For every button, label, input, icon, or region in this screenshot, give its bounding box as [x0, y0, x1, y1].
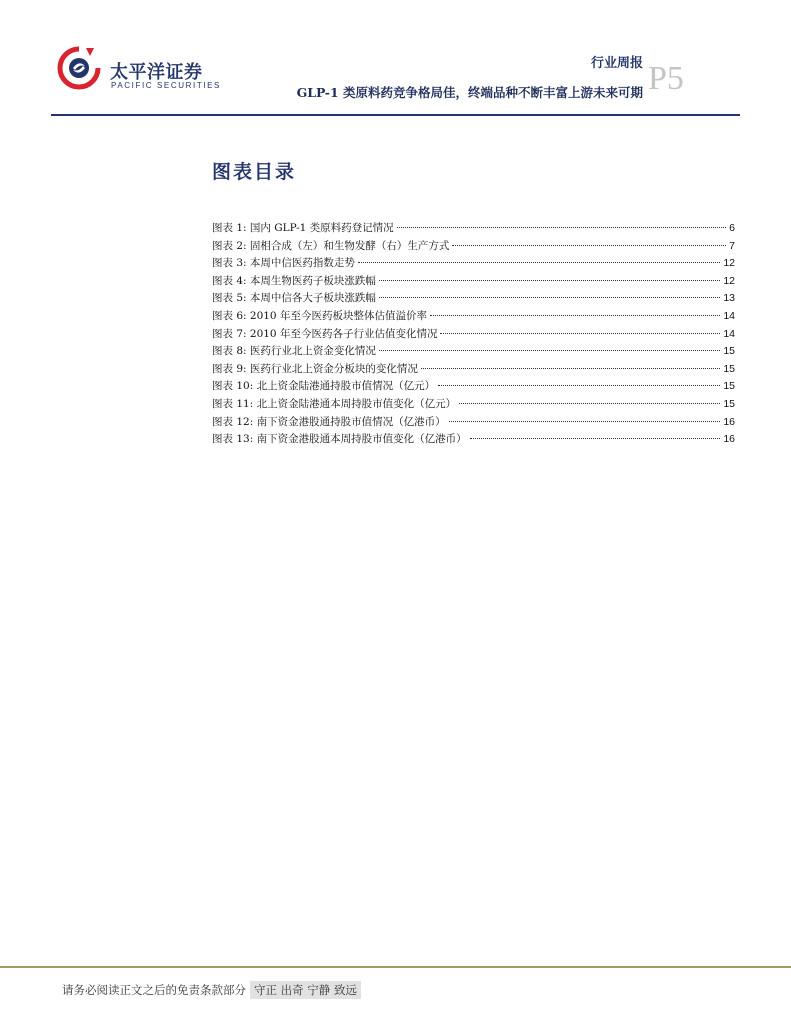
toc-entry-page[interactable]: 6	[729, 222, 735, 234]
toc-entry[interactable]	[212, 273, 735, 291]
toc-entry-label[interactable]: 图表 4: 本周生物医药子板块涨跌幅	[212, 274, 376, 287]
toc-entry-label[interactable]: 图表 8: 医药行业北上资金变化情况	[212, 345, 376, 358]
toc-dot-leader	[358, 262, 720, 263]
toc-entry[interactable]	[212, 396, 735, 414]
toc-dot-leader	[470, 438, 721, 439]
toc-entry-page[interactable]: 15	[723, 345, 735, 358]
toc-dot-leader	[397, 227, 727, 228]
toc-entry[interactable]	[212, 255, 735, 273]
toc-entry[interactable]	[212, 326, 735, 344]
toc-entry-page[interactable]: 15	[723, 380, 735, 393]
toc-dot-leader	[379, 297, 720, 298]
brand-name-cn: 太平洋证券	[110, 62, 203, 83]
toc-entry-page[interactable]: 12	[723, 257, 735, 270]
toc-entry-label[interactable]: 图表 12: 南下资金港股通持股市值情况（亿港币）	[212, 415, 446, 428]
toc-dot-leader	[379, 350, 720, 351]
footer-disclaimer: 请务必阅读正文之后的免责条款部分	[62, 983, 246, 997]
toc-dot-leader	[459, 403, 720, 404]
toc-entry-page[interactable]: 12	[723, 274, 735, 287]
toc-entry[interactable]	[212, 361, 735, 379]
brand-name-en: PACIFIC SECURITIES	[111, 81, 221, 90]
toc-entry-page[interactable]: 15	[723, 362, 735, 375]
toc-entry-page[interactable]: 16	[723, 433, 735, 446]
toc-entry-page[interactable]: 7	[729, 239, 735, 252]
toc-entry-page[interactable]: 14	[723, 327, 735, 340]
page-number: P5	[648, 60, 684, 97]
toc-dot-leader	[449, 421, 721, 422]
toc-entry-label[interactable]: 图表 9: 医药行业北上资金分板块的变化情况	[212, 362, 418, 375]
toc-entry-label[interactable]: 图表 13: 南下资金港股通本周持股市值变化（亿港币）	[212, 433, 467, 446]
toc-entry-page[interactable]: 15	[723, 397, 735, 410]
toc-dot-leader	[379, 280, 720, 281]
toc-entry-label[interactable]: 图表 5: 本周中信各大子板块涨跌幅	[212, 292, 376, 305]
toc-entry-label[interactable]: 图表 10: 北上资金陆港通持股市值情况（亿元）	[212, 380, 436, 393]
toc-dot-leader	[452, 245, 726, 246]
toc-entry-label[interactable]: 图表 6: 2010 年至今医药板块整体估值溢价率	[212, 309, 427, 322]
toc-entry-label[interactable]: 图表 7: 2010 年至今医药各子行业估值变化情况	[212, 327, 438, 340]
toc-dot-leader	[438, 385, 720, 386]
toc-dot-leader	[440, 333, 720, 334]
report-type: 行业周报	[590, 56, 643, 71]
toc-entry-label[interactable]: 图表 11: 北上资金陆港通本周持股市值变化（亿元）	[212, 397, 457, 410]
footer-divider	[0, 966, 791, 968]
toc-entry[interactable]	[212, 431, 735, 449]
toc-entry-page[interactable]: 14	[723, 309, 735, 322]
toc-entry-label[interactable]: 图表 2: 固相合成（左）和生物发酵（右）生产方式	[212, 239, 450, 252]
toc-dot-leader	[421, 368, 720, 369]
pacific-securities-logo-icon	[56, 44, 102, 90]
toc-entry[interactable]	[212, 308, 735, 326]
toc-entry-page[interactable]: 13	[723, 292, 735, 305]
toc-entry-label[interactable]: 图表 3: 本周中信医药指数走势	[212, 257, 355, 270]
toc-entry[interactable]	[212, 238, 735, 256]
toc-entry[interactable]	[212, 220, 735, 238]
toc-dot-leader	[430, 315, 720, 316]
footer-note	[62, 981, 361, 999]
header-divider	[51, 114, 740, 116]
toc-heading: 图表目录	[212, 161, 297, 183]
report-title: GLP-1 类原料药竞争格局佳，终端品种不断丰富上游未来可期	[296, 85, 643, 100]
toc-entry-page[interactable]: 16	[723, 415, 735, 428]
toc-entry[interactable]	[212, 414, 735, 432]
toc-entry[interactable]	[212, 290, 735, 308]
toc-entry[interactable]	[212, 378, 735, 396]
toc-list	[212, 220, 735, 449]
toc-entry[interactable]	[212, 343, 735, 361]
toc-entry-label[interactable]: 图表 1: 国内 GLP-1 类原料药登记情况	[212, 222, 394, 234]
footer-motto: 守正 出奇 宁静 致远	[250, 981, 361, 999]
